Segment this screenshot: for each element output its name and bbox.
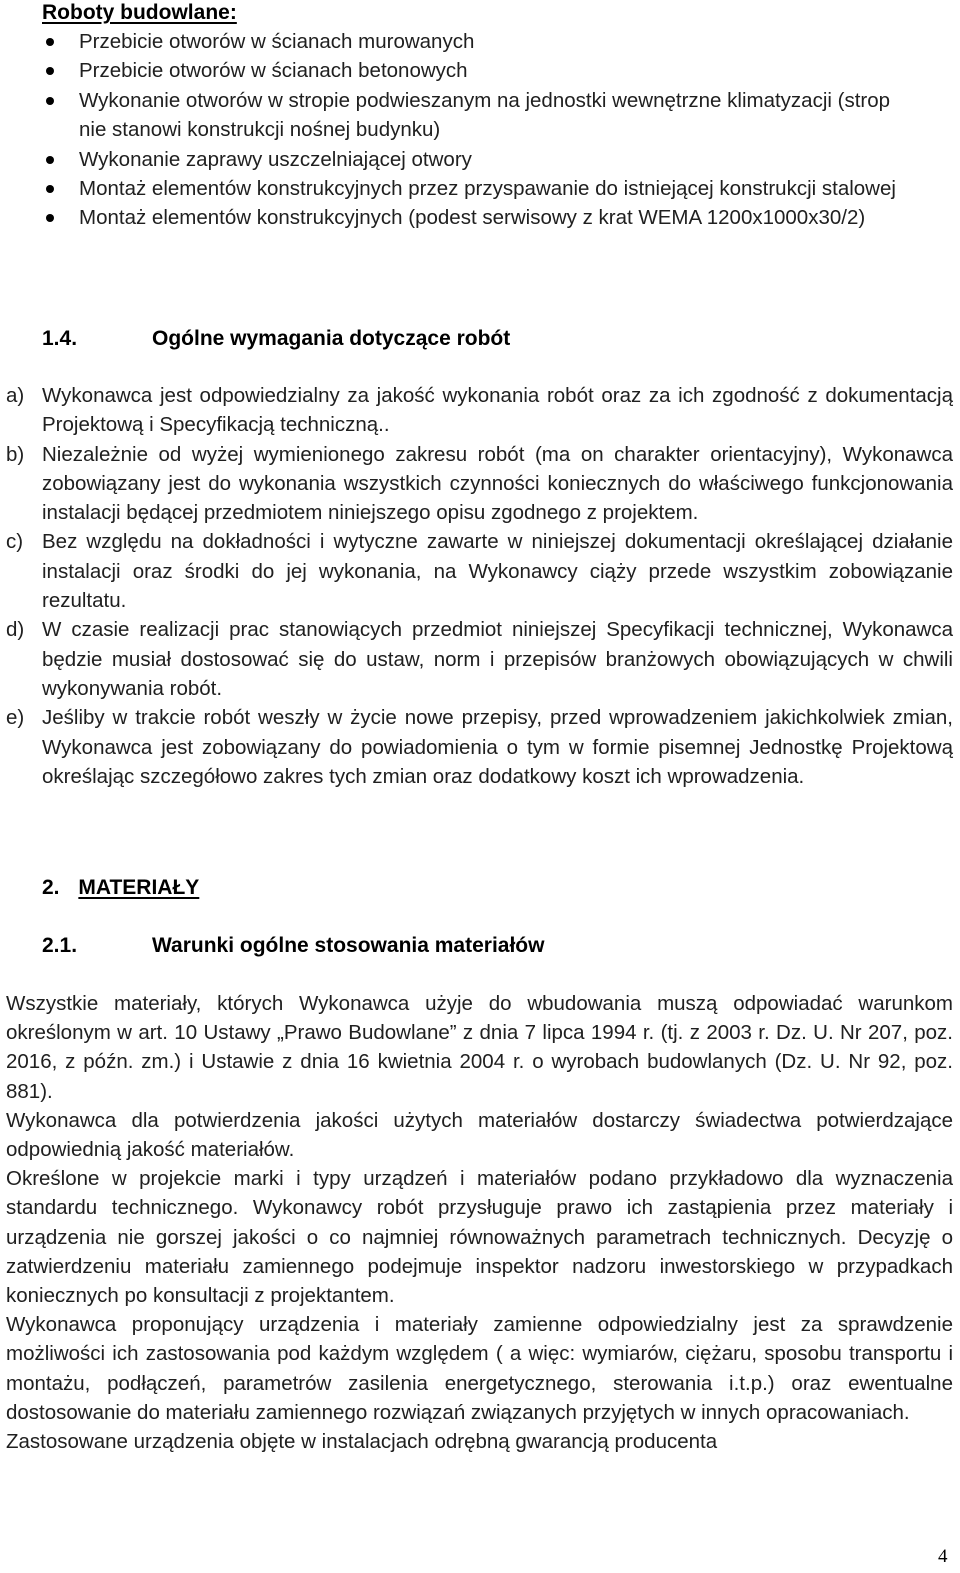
section-title: MATERIAŁY [78, 876, 200, 899]
list-item-text: Wykonanie otworów w stropie podwieszanym na jednostki wewnętrzne klimatyzacji (strop nie stanowi konstrukcji nośnej budynku) [79, 88, 891, 142]
requirements-list [6, 381, 953, 791]
list-item [42, 86, 902, 145]
paragraph: Zastosowane urządzenia objęte w instalacjach odrębną gwarancją producenta [6, 1430, 718, 1454]
paragraph: Wykonawca proponujący urządzenia i materiały zamienne odpowiedzialny jest za sprawdzenie możliwości ich zastosowania pod każdym względem ( a więc: wymiarów, ciężaru, sposobu transportu i montażu, podłączeń, parametrów zasilenia energetycznego, sterowania i.t.p.) oraz ewentualne dostosowanie do materiału zamiennego rozwiązań związanych przyjętych w innych opracowaniach. [6, 1313, 953, 1424]
list-item-text: Wykonanie zaprawy uszczelniającej otwory [79, 147, 472, 171]
bullet-icon [46, 214, 54, 222]
page-number: 4 [938, 1546, 948, 1567]
section-number: 2. [42, 876, 60, 899]
requirement-item [6, 440, 953, 528]
requirement-text: W czasie realizacji prac stanowiących przedmiot niniejszej Specyfikacji technicznej, Wykonawca będzie musiał dostosować się do ustaw, norm i przepisów branżowych obowiązujących w chwili wykonywania robót. [42, 618, 953, 700]
paragraph: Określone w projekcie marki i typy urządzeń i materiałów podano przykładowo dla wyznaczenia standardu technicznego. Wykonawcy robót przysługuje prawo ich zastąpienia przez materiały i urządzenia nie gorszej jakości o co najmniej równoważnych parametrach technicznych. Decyzję o zatwierdzeniu materiału zamiennego podejmuje inspektor nadzoru inwestorskiego w przypadkach koniecznych po konsultacji z projektantem. [6, 1167, 953, 1308]
requirement-letter: a) [6, 384, 25, 407]
list-item [42, 203, 902, 232]
requirement-letter: b) [6, 442, 25, 466]
requirement-letter: e) [6, 706, 25, 730]
construction-works-heading: Roboty budowlane: [42, 1, 237, 24]
list-item [42, 56, 902, 85]
list-item [42, 145, 902, 174]
list-item-text: Montaż elementów konstrukcyjnych przez przyspawanie do istniejącej konstrukcji stalowej [79, 177, 896, 201]
list-item-text: Przebicie otworów w ścianach betonowych [79, 59, 468, 83]
requirement-item [6, 381, 953, 440]
bullet-icon [46, 185, 54, 193]
paragraph: Wszystkie materiały, których Wykonawca użyje do wbudowania muszą odpowiadać warunkom określonym w art. 10 Ustawy „Prawo Budowlane” z dnia 7 lipca 1994 r. (tj. z 2003 r. Dz. U. Nr 207, poz. 2016, z późn. zm.) i Ustawie z dnia 16 kwietnia 2004 r. o wyrobach budowlanych (Dz. U. Nr 92, poz. 881). [6, 992, 953, 1103]
section-2-heading [42, 873, 199, 902]
bullet-icon [46, 156, 54, 164]
list-item-text: Przebicie otworów w ścianach murowanych [79, 30, 475, 53]
construction-works-list [42, 27, 902, 233]
section-title: Ogólne wymagania dotyczące robót [152, 327, 511, 350]
requirement-letter: d) [6, 618, 25, 642]
list-item-text: Montaż elementów konstrukcyjnych (podest serwisowy z krat WEMA 1200x1000x30/2) [79, 206, 866, 230]
requirement-text: Bez względu na dokładności i wytyczne zawarte w niniejszej dokumentacji określającej działanie instalacji oraz środki do jej wykonania, na Wykonawcy ciąży przede wszystkim zobowiązanie rezultatu. [42, 530, 953, 613]
section-title: Warunki ogólne stosowania materiałów [152, 934, 545, 957]
requirement-text: Niezależnie od wyżej wymienionego zakresu robót (ma on charakter orientacyjny), Wykonawca zobowiązany jest do wykonania wszystkich czynności koniecznych do właściwego funkcjonowania instalacji będącej przedmiotem niniejszego opisu zgodnego z projektem. [42, 442, 953, 525]
bullet-icon [46, 97, 54, 105]
section-number: 2.1. [42, 934, 78, 957]
requirement-item [6, 615, 953, 703]
section-number: 1.4. [42, 327, 78, 350]
bullet-icon [46, 67, 54, 75]
requirement-text: Jeśliby w trakcie robót weszły w życie nowe przepisy, przed wprowadzeniem jakichkolwiek zmian, Wykonawca jest zobowiązany do powiadomienia o tym w formie pisemnej Jednostkę Projektową określając szczegółowo zakres tych zmian oraz dodatkowy koszt ich wprowadzenia. [42, 706, 953, 788]
bullet-icon [46, 38, 54, 46]
materials-body [6, 989, 953, 1456]
paragraph: Wykonawca dla potwierdzenia jakości użytych materiałów dostarczy świadectwa potwierdzające odpowiednią jakość materiałów. [6, 1108, 953, 1162]
requirement-item [6, 703, 953, 791]
list-item [42, 174, 902, 203]
list-item [42, 27, 902, 56]
requirement-letter: c) [6, 530, 24, 554]
requirement-text: Wykonawca jest odpowiedzialny za jakość wykonania robót oraz za ich zgodność z dokumentacją Projektową i Specyfikacją techniczną.. [42, 384, 953, 437]
requirement-item [6, 527, 953, 615]
